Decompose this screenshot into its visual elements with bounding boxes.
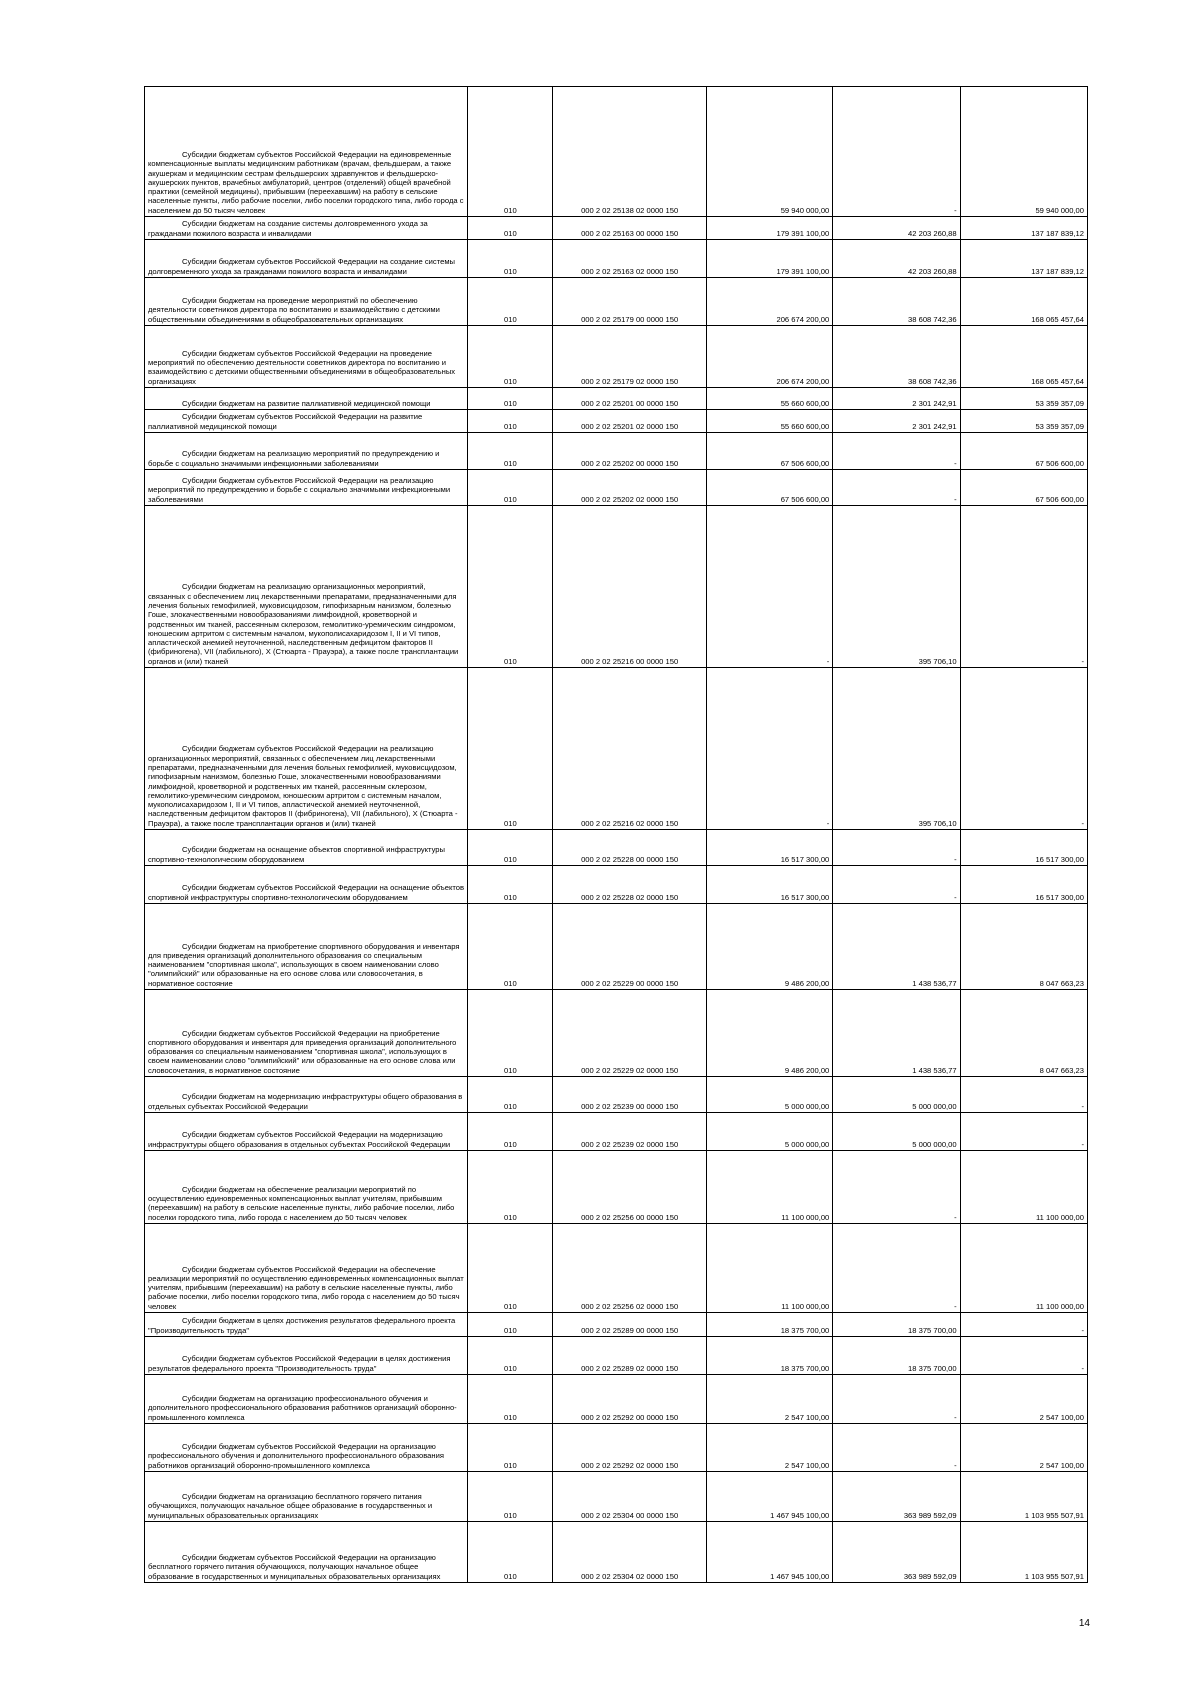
line-code-cell: 010 — [468, 1313, 553, 1337]
approved-amount-cell: - — [706, 668, 832, 830]
executed-amount-cell: 395 706,10 — [833, 668, 960, 830]
executed-amount-cell: 5 000 000,00 — [833, 1077, 960, 1113]
approved-amount-cell: 67 506 600,00 — [706, 470, 832, 506]
budget-code-cell: 000 2 02 25138 02 0000 150 — [553, 87, 707, 217]
table-row — [145, 1113, 1088, 1151]
executed-amount-cell: 395 706,10 — [833, 506, 960, 668]
approved-amount-cell: 2 547 100,00 — [706, 1424, 832, 1472]
line-code-cell: 010 — [468, 217, 553, 240]
table-row — [145, 87, 1088, 217]
line-code-cell: 010 — [468, 1151, 553, 1224]
description-cell: Субсидии бюджетам субъектов Российской Федерации на организацию профессионального обучения и дополнительного профессионального образования работников организаций оборонно-промышленного комплекса — [145, 1424, 468, 1472]
unexecuted-amount-cell: 2 547 100,00 — [960, 1375, 1087, 1424]
executed-amount-cell: 363 989 592,09 — [833, 1472, 960, 1522]
executed-amount-cell: - — [833, 1375, 960, 1424]
approved-amount-cell: 9 486 200,00 — [706, 904, 832, 990]
unexecuted-amount-cell: - — [960, 668, 1087, 830]
table-row — [145, 1224, 1088, 1313]
budget-code-cell: 000 2 02 25229 00 0000 150 — [553, 904, 707, 990]
approved-amount-cell: 67 506 600,00 — [706, 433, 832, 470]
description-cell: Субсидии бюджетам субъектов Российской Федерации на единовременные компенсационные выплаты медицинским работникам (врачам, фельдшерам, а также акушеркам и медицинским сестрам фельдшерских здравпунктов и фельдшерско-акушерских пунктов, врачебных амбулаторий, центров (отделений) общей врачебной практики (семейной медицины), прибывшим (переехавшим) на работу в сельские населенные пункты, либо рабочие поселки, либо поселки городского типа, либо города с населением до 50 тысяч человек — [145, 87, 468, 217]
executed-amount-cell: - — [833, 830, 960, 866]
description-cell: Субсидии бюджетам на модернизацию инфраструктуры общего образования в отдельных субъектах Российской Федерации — [145, 1077, 468, 1113]
table-row — [145, 278, 1088, 326]
table-row — [145, 506, 1088, 668]
executed-amount-cell: 363 989 592,09 — [833, 1522, 960, 1583]
table-row — [145, 470, 1088, 506]
unexecuted-amount-cell: 16 517 300,00 — [960, 866, 1087, 904]
table-row — [145, 904, 1088, 990]
executed-amount-cell: 42 203 260,88 — [833, 217, 960, 240]
description-cell: Субсидии бюджетам субъектов Российской Федерации на обеспечение реализации мероприятий по осуществлению единовременных компенсационных выплат учителям, прибывшим (переехавшим) на работу в сельские населенные пункты, либо рабочие поселки, либо поселки городского типа, либо города с населением до 50 тысяч человек — [145, 1224, 468, 1313]
page-number: 14 — [1078, 1618, 1090, 1629]
unexecuted-amount-cell: - — [960, 1337, 1087, 1375]
budget-code-cell: 000 2 02 25229 02 0000 150 — [553, 990, 707, 1077]
budget-code-cell: 000 2 02 25256 02 0000 150 — [553, 1224, 707, 1313]
description-cell: Субсидии бюджетам субъектов Российской Федерации на развитие паллиативной медицинской помощи — [145, 410, 468, 433]
description-cell: Субсидии бюджетам субъектов Российской Федерации в целях достижения результатов федерального проекта "Производительность труда" — [145, 1337, 468, 1375]
unexecuted-amount-cell: 11 100 000,00 — [960, 1151, 1087, 1224]
executed-amount-cell: 2 301 242,91 — [833, 388, 960, 410]
budget-code-cell: 000 2 02 25304 02 0000 150 — [553, 1522, 707, 1583]
description-cell: Субсидии бюджетам субъектов Российской Федерации на оснащение объектов спортивной инфраструктуры спортивно-технологическим оборудованием — [145, 866, 468, 904]
line-code-cell: 010 — [468, 1113, 553, 1151]
description-cell: Субсидии бюджетам субъектов Российской Федерации на проведение мероприятий по обеспечению деятельности советников директора по воспитанию и взаимодействию с детскими общественными объединениями в общеобразовательных организациях — [145, 326, 468, 388]
table-row — [145, 1313, 1088, 1337]
line-code-cell: 010 — [468, 1337, 553, 1375]
unexecuted-amount-cell: 1 103 955 507,91 — [960, 1472, 1087, 1522]
budget-code-cell: 000 2 02 25216 02 0000 150 — [553, 668, 707, 830]
budget-table — [144, 86, 1088, 1583]
line-code-cell: 010 — [468, 1375, 553, 1424]
description-cell: Субсидии бюджетам субъектов Российской Федерации на организацию бесплатного горячего питания обучающихся, получающих начальное общее образование в государственных и муниципальных образовательных организациях — [145, 1522, 468, 1583]
table-row — [145, 1522, 1088, 1583]
approved-amount-cell: 11 100 000,00 — [706, 1151, 832, 1224]
unexecuted-amount-cell: - — [960, 506, 1087, 668]
approved-amount-cell: 18 375 700,00 — [706, 1337, 832, 1375]
executed-amount-cell: 42 203 260,88 — [833, 240, 960, 278]
budget-code-cell: 000 2 02 25163 00 0000 150 — [553, 217, 707, 240]
table-row — [145, 1151, 1088, 1224]
line-code-cell: 010 — [468, 904, 553, 990]
description-cell: Субсидии бюджетам на реализацию мероприятий по предупреждению и борьбе с социально значимыми инфекционными заболеваниями — [145, 433, 468, 470]
line-code-cell: 010 — [468, 87, 553, 217]
budget-code-cell: 000 2 02 25289 00 0000 150 — [553, 1313, 707, 1337]
unexecuted-amount-cell: 67 506 600,00 — [960, 470, 1087, 506]
approved-amount-cell: 206 674 200,00 — [706, 278, 832, 326]
executed-amount-cell: - — [833, 433, 960, 470]
approved-amount-cell: 5 000 000,00 — [706, 1077, 832, 1113]
executed-amount-cell: - — [833, 1224, 960, 1313]
description-cell: Субсидии бюджетам субъектов Российской Федерации на модернизацию инфраструктуры общего образования в отдельных субъектах Российской Федерации — [145, 1113, 468, 1151]
table-row — [145, 1424, 1088, 1472]
line-code-cell: 010 — [468, 1424, 553, 1472]
table-row — [145, 326, 1088, 388]
unexecuted-amount-cell: 53 359 357,09 — [960, 410, 1087, 433]
approved-amount-cell: 1 467 945 100,00 — [706, 1522, 832, 1583]
table-row — [145, 1077, 1088, 1113]
table-row — [145, 388, 1088, 410]
approved-amount-cell: 55 660 600,00 — [706, 410, 832, 433]
table-row — [145, 217, 1088, 240]
line-code-cell: 010 — [468, 866, 553, 904]
line-code-cell: 010 — [468, 1077, 553, 1113]
table-row — [145, 990, 1088, 1077]
table-row — [145, 410, 1088, 433]
approved-amount-cell: 5 000 000,00 — [706, 1113, 832, 1151]
table-row — [145, 1472, 1088, 1522]
executed-amount-cell: 5 000 000,00 — [833, 1113, 960, 1151]
approved-amount-cell: 1 467 945 100,00 — [706, 1472, 832, 1522]
table-row — [145, 433, 1088, 470]
approved-amount-cell: - — [706, 506, 832, 668]
line-code-cell: 010 — [468, 278, 553, 326]
unexecuted-amount-cell: - — [960, 1077, 1087, 1113]
description-cell: Субсидии бюджетам субъектов Российской Федерации на реализацию организационных мероприятий, связанных с обеспечением лиц лекарственными препаратами, предназначенными для лечения больных гемофилией, муковисцидозом, гипофизарным нанизмом, болезнью Гоше, злокачественными новообразованиями лимфоидной, кроветворной и родственных им тканей, рассеянным склерозом, гемолитико-уремическим синдромом, юношеским артритом с системным началом, мукополисахаридозом I, II и VI типов, апластической анемией неуточненной, наследственным дефицитом факторов II (фибриногена), VII (лабильного), X (Стюарта - Прауэра), а также после трансплантации органов и (или) тканей — [145, 668, 468, 830]
description-cell: Субсидии бюджетам субъектов Российской Федерации на реализацию мероприятий по предупреждению и борьбе с социально значимыми инфекционными заболеваниями — [145, 470, 468, 506]
executed-amount-cell: 2 301 242,91 — [833, 410, 960, 433]
approved-amount-cell: 55 660 600,00 — [706, 388, 832, 410]
approved-amount-cell: 18 375 700,00 — [706, 1313, 832, 1337]
unexecuted-amount-cell: 137 187 839,12 — [960, 217, 1087, 240]
line-code-cell: 010 — [468, 326, 553, 388]
unexecuted-amount-cell: 8 047 663,23 — [960, 990, 1087, 1077]
budget-code-cell: 000 2 02 25292 02 0000 150 — [553, 1424, 707, 1472]
budget-code-cell: 000 2 02 25256 00 0000 150 — [553, 1151, 707, 1224]
description-cell: Субсидии бюджетам на реализацию организационных мероприятий, связанных с обеспечением лиц лекарственными препаратами, предназначенными для лечения больных гемофилией, муковисцидозом, гипофизарным нанизмом, болезнью Гоше, злокачественными новообразованиями лимфоидной, кроветворной и родственных им тканей, рассеянным склерозом, гемолитико-уремическим синдромом, юношеским артритом с системным началом, мукополисахаридозом I, II и VI типов, апластической анемией неуточненной, наследственным дефицитом факторов II (фибриногена), VII (лабильного), X (Стюарта - Прауэра), а также после трансплантации органов и (или) тканей — [145, 506, 468, 668]
unexecuted-amount-cell: 168 065 457,64 — [960, 326, 1087, 388]
unexecuted-amount-cell: 8 047 663,23 — [960, 904, 1087, 990]
unexecuted-amount-cell: 2 547 100,00 — [960, 1424, 1087, 1472]
executed-amount-cell: 1 438 536,77 — [833, 904, 960, 990]
table-body — [145, 87, 1088, 1583]
budget-code-cell: 000 2 02 25202 00 0000 150 — [553, 433, 707, 470]
line-code-cell: 010 — [468, 668, 553, 830]
budget-code-cell: 000 2 02 25289 02 0000 150 — [553, 1337, 707, 1375]
approved-amount-cell: 179 391 100,00 — [706, 217, 832, 240]
budget-code-cell: 000 2 02 25216 00 0000 150 — [553, 506, 707, 668]
description-cell: Субсидии бюджетам субъектов Российской Федерации на создание системы долговременного ухода за гражданами пожилого возраста и инвалидами — [145, 240, 468, 278]
unexecuted-amount-cell: 53 359 357,09 — [960, 388, 1087, 410]
description-cell: Субсидии бюджетам на приобретение спортивного оборудования и инвентаря для приведения организаций дополнительного образования со специальным наименованием "спортивная школа", использующих в своем наименовании слово "олимпийский" или образованные на его основе слова или словосочетания, в нормативное состояние — [145, 904, 468, 990]
approved-amount-cell: 16 517 300,00 — [706, 830, 832, 866]
executed-amount-cell: 38 608 742,36 — [833, 278, 960, 326]
description-cell: Субсидии бюджетам в целях достижения результатов федерального проекта "Производительность труда" — [145, 1313, 468, 1337]
table-row — [145, 1375, 1088, 1424]
unexecuted-amount-cell: 137 187 839,12 — [960, 240, 1087, 278]
budget-code-cell: 000 2 02 25201 02 0000 150 — [553, 410, 707, 433]
executed-amount-cell: - — [833, 470, 960, 506]
description-cell: Субсидии бюджетам на развитие паллиативной медицинской помощи — [145, 388, 468, 410]
approved-amount-cell: 179 391 100,00 — [706, 240, 832, 278]
approved-amount-cell: 2 547 100,00 — [706, 1375, 832, 1424]
description-cell: Субсидии бюджетам на организацию профессионального обучения и дополнительного профессионального образования работников организаций оборонно-промышленного комплекса — [145, 1375, 468, 1424]
line-code-cell: 010 — [468, 470, 553, 506]
description-cell: Субсидии бюджетам на создание системы долговременного ухода за гражданами пожилого возраста и инвалидами — [145, 217, 468, 240]
budget-code-cell: 000 2 02 25228 00 0000 150 — [553, 830, 707, 866]
executed-amount-cell: - — [833, 1424, 960, 1472]
budget-code-cell: 000 2 02 25304 00 0000 150 — [553, 1472, 707, 1522]
line-code-cell: 010 — [468, 1522, 553, 1583]
line-code-cell: 010 — [468, 433, 553, 470]
budget-code-cell: 000 2 02 25292 00 0000 150 — [553, 1375, 707, 1424]
executed-amount-cell: 38 608 742,36 — [833, 326, 960, 388]
line-code-cell: 010 — [468, 240, 553, 278]
budget-code-cell: 000 2 02 25179 02 0000 150 — [553, 326, 707, 388]
executed-amount-cell: 1 438 536,77 — [833, 990, 960, 1077]
budget-code-cell: 000 2 02 25239 02 0000 150 — [553, 1113, 707, 1151]
budget-code-cell: 000 2 02 25163 02 0000 150 — [553, 240, 707, 278]
line-code-cell: 010 — [468, 410, 553, 433]
description-cell: Субсидии бюджетам на обеспечение реализации мероприятий по осуществлению единовременных компенсационных выплат учителям, прибывшим (переехавшим) на работу в сельские населенные пункты, либо рабочие поселки, либо поселки городского типа, либо города с населением до 50 тысяч человек — [145, 1151, 468, 1224]
line-code-cell: 010 — [468, 388, 553, 410]
executed-amount-cell: - — [833, 1151, 960, 1224]
executed-amount-cell: - — [833, 866, 960, 904]
budget-code-cell: 000 2 02 25201 00 0000 150 — [553, 388, 707, 410]
unexecuted-amount-cell: - — [960, 1113, 1087, 1151]
approved-amount-cell: 206 674 200,00 — [706, 326, 832, 388]
table-row — [145, 830, 1088, 866]
unexecuted-amount-cell: 59 940 000,00 — [960, 87, 1087, 217]
unexecuted-amount-cell: 16 517 300,00 — [960, 830, 1087, 866]
unexecuted-amount-cell: 67 506 600,00 — [960, 433, 1087, 470]
executed-amount-cell: 18 375 700,00 — [833, 1337, 960, 1375]
executed-amount-cell: 18 375 700,00 — [833, 1313, 960, 1337]
unexecuted-amount-cell: 1 103 955 507,91 — [960, 1522, 1087, 1583]
approved-amount-cell: 16 517 300,00 — [706, 866, 832, 904]
table-row — [145, 240, 1088, 278]
budget-code-cell: 000 2 02 25228 02 0000 150 — [553, 866, 707, 904]
description-cell: Субсидии бюджетам на проведение мероприятий по обеспечению деятельности советников директора по воспитанию и взаимодействию с детскими общественными объединениями в общеобразовательных организациях — [145, 278, 468, 326]
description-cell: Субсидии бюджетам субъектов Российской Федерации на приобретение спортивного оборудования и инвентаря для приведения организаций дополнительного образования со специальным наименованием "спортивная школа", использующих в своем наименовании слово "олимпийский" или образованные на его основе слова или словосочетания, в нормативное состояние — [145, 990, 468, 1077]
table-row — [145, 866, 1088, 904]
budget-code-cell: 000 2 02 25202 02 0000 150 — [553, 470, 707, 506]
line-code-cell: 010 — [468, 830, 553, 866]
line-code-cell: 010 — [468, 1224, 553, 1313]
unexecuted-amount-cell: 168 065 457,64 — [960, 278, 1087, 326]
unexecuted-amount-cell: 11 100 000,00 — [960, 1224, 1087, 1313]
executed-amount-cell: - — [833, 87, 960, 217]
line-code-cell: 010 — [468, 1472, 553, 1522]
budget-code-cell: 000 2 02 25239 00 0000 150 — [553, 1077, 707, 1113]
approved-amount-cell: 59 940 000,00 — [706, 87, 832, 217]
line-code-cell: 010 — [468, 506, 553, 668]
budget-code-cell: 000 2 02 25179 00 0000 150 — [553, 278, 707, 326]
approved-amount-cell: 9 486 200,00 — [706, 990, 832, 1077]
description-cell: Субсидии бюджетам на организацию бесплатного горячего питания обучающихся, получающих начальное общее образование в государственных и муниципальных образовательных организациях — [145, 1472, 468, 1522]
table-row — [145, 668, 1088, 830]
table-row — [145, 1337, 1088, 1375]
description-cell: Субсидии бюджетам на оснащение объектов спортивной инфраструктуры спортивно-технологическим оборудованием — [145, 830, 468, 866]
approved-amount-cell: 11 100 000,00 — [706, 1224, 832, 1313]
line-code-cell: 010 — [468, 990, 553, 1077]
unexecuted-amount-cell: - — [960, 1313, 1087, 1337]
